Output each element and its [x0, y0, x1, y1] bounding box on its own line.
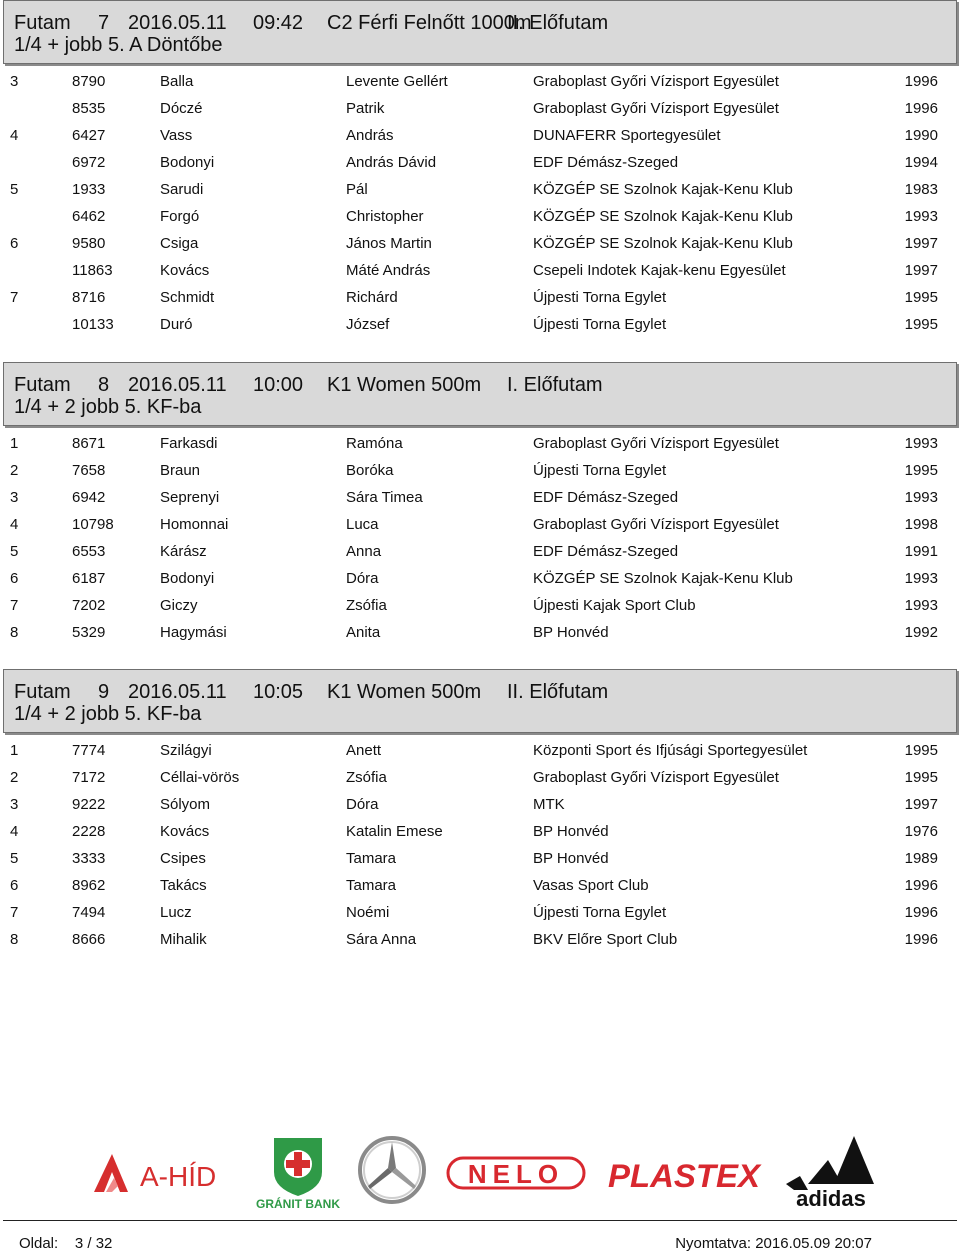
birth-year: 1983 [904, 181, 938, 198]
competitor-id: 8962 [72, 877, 106, 894]
last-name: Sólyom [160, 796, 211, 813]
table-row [0, 284, 960, 311]
table-row [0, 737, 960, 764]
plastex-logo [606, 1154, 762, 1194]
last-name: Schmidt [160, 289, 215, 306]
competitor-id: 7658 [72, 462, 106, 479]
competitor-id: 5329 [72, 624, 106, 641]
print-timestamp [675, 1235, 872, 1252]
lane-number: 8 [10, 624, 19, 641]
competitor-id: 11863 [72, 262, 113, 279]
last-name: Csiga [160, 235, 199, 252]
heat-title-line [14, 12, 956, 34]
first-name: András [346, 127, 394, 144]
competitor-id: 6972 [72, 154, 106, 171]
lane-number: 3 [10, 73, 19, 90]
first-name: József [346, 316, 390, 333]
club-name: Újpesti Torna Egylet [533, 316, 667, 333]
competitor-id: 10133 [72, 316, 114, 333]
heat-header [3, 669, 957, 733]
heat-date: 2016.05.11 [128, 681, 227, 703]
first-name: András Dávid [346, 154, 437, 171]
table-row [0, 95, 960, 122]
heat-block-9 [0, 669, 960, 953]
heat-number: 9 [98, 681, 110, 703]
first-name: Zsófia [346, 597, 387, 614]
last-name: Mihalik [160, 931, 207, 948]
heat-round: II. Előfutam [507, 12, 609, 34]
print-label: Nyomtatva: [675, 1235, 752, 1252]
club-name: KÖZGÉP SE Szolnok Kajak-Kenu Klub [533, 570, 793, 587]
lane-number: 7 [10, 289, 19, 306]
competitor-id: 1933 [72, 181, 106, 198]
first-name: Máté András [346, 262, 431, 279]
lane-number: 4 [10, 823, 19, 840]
heat-advance-line [14, 703, 956, 725]
club-name: EDF Démász-Szeged [533, 489, 679, 506]
club-name: MTK [533, 796, 565, 813]
lane-number: 1 [10, 435, 19, 452]
table-row [0, 926, 960, 953]
footer-divider [3, 1220, 957, 1221]
club-name: EDF Démász-Szeged [533, 543, 679, 560]
competitor-id: 6427 [72, 127, 106, 144]
table-row [0, 230, 960, 257]
last-name: Hagymási [160, 624, 227, 641]
entry-list [0, 68, 960, 338]
birth-year: 1993 [904, 570, 938, 587]
table-row [0, 311, 960, 338]
heat-label: Futam [14, 12, 71, 34]
birth-year: 1996 [904, 73, 938, 90]
last-name: Giczy [160, 597, 198, 614]
first-name: Richárd [346, 289, 398, 306]
last-name: Balla [160, 73, 194, 90]
heat-event: K1 Women 500m [327, 374, 482, 396]
lane-number: 7 [10, 597, 19, 614]
birth-year: 1998 [904, 516, 938, 533]
heat-time: 10:00 [253, 374, 304, 396]
first-name: János Martin [346, 235, 432, 252]
club-name: Csepeli Indotek Kajak-kenu Egyesület [533, 262, 786, 279]
last-name: Csipes [160, 850, 206, 867]
competitor-id: 8790 [72, 73, 106, 90]
page-indicator [19, 1235, 112, 1252]
table-row [0, 511, 960, 538]
competitor-id: 8716 [72, 289, 106, 306]
heat-number: 8 [98, 374, 110, 396]
table-row [0, 764, 960, 791]
lane-number: 2 [10, 462, 19, 479]
birth-year: 1993 [904, 208, 938, 225]
last-name: Dóczé [160, 100, 203, 117]
last-name: Homonnai [160, 516, 229, 533]
adidas-logo [778, 1134, 884, 1208]
table-row [0, 899, 960, 926]
table-row [0, 484, 960, 511]
table-row [0, 257, 960, 284]
last-name: Forgó [160, 208, 200, 225]
last-name: Duró [160, 316, 193, 333]
table-row [0, 430, 960, 457]
heat-label: Futam [14, 374, 71, 396]
birth-year: 1995 [904, 462, 938, 479]
competitor-id: 2228 [72, 823, 106, 840]
lane-number: 2 [10, 769, 19, 786]
birth-year: 1996 [904, 904, 938, 921]
birth-year: 1991 [904, 543, 938, 560]
heat-round: II. Előfutam [507, 681, 609, 703]
birth-year: 1993 [904, 597, 938, 614]
birth-year: 1994 [904, 154, 938, 171]
page-value: 3 / 32 [74, 1235, 113, 1252]
first-name: Patrik [346, 100, 385, 117]
birth-year: 1995 [904, 289, 938, 306]
club-name: Graboplast Győri Vízisport Egyesület [533, 769, 779, 786]
competitor-id: 9222 [72, 796, 106, 813]
table-row [0, 818, 960, 845]
heat-advance: 1/4 + 2 jobb 5. KF-ba [14, 703, 202, 725]
plastex-wordmark-icon [606, 1154, 762, 1194]
lane-number: 4 [10, 516, 19, 533]
table-row [0, 149, 960, 176]
club-name: Vasas Sport Club [533, 877, 649, 894]
competitor-id: 3333 [72, 850, 106, 867]
plastex-text: PLASTEX [608, 1158, 762, 1194]
club-name: BKV Előre Sport Club [533, 931, 678, 948]
club-name: Újpesti Torna Egylet [533, 289, 667, 306]
heat-event: C2 Férfi Felnőtt 1000m [327, 12, 532, 34]
club-name: Központi Sport és Ifjúsági Sportegyesület [533, 742, 808, 759]
granit-shield-icon [246, 1132, 350, 1210]
club-name: KÖZGÉP SE Szolnok Kajak-Kenu Klub [533, 235, 793, 252]
first-name: Katalin Emese [346, 823, 443, 840]
birth-year: 1997 [904, 262, 938, 279]
competitor-id: 9580 [72, 235, 106, 252]
birth-year: 1997 [904, 796, 938, 813]
club-name: BP Honvéd [533, 823, 609, 840]
competitor-id: 8535 [72, 100, 106, 117]
first-name: Ramóna [346, 435, 403, 452]
lane-number: 8 [10, 931, 19, 948]
club-name: Graboplast Győri Vízisport Egyesület [533, 100, 779, 117]
nelo-logo [446, 1156, 586, 1190]
lane-number: 6 [10, 570, 19, 587]
nelo-badge-icon [446, 1156, 586, 1190]
club-name: Graboplast Győri Vízisport Egyesület [533, 73, 779, 90]
first-name: Zsófia [346, 769, 387, 786]
competitor-id: 7172 [72, 769, 106, 786]
ahid-mark-icon [92, 1148, 242, 1198]
birth-year: 1997 [904, 235, 938, 252]
heat-block-7 [0, 0, 960, 338]
birth-year: 1995 [904, 769, 938, 786]
lane-number: 1 [10, 742, 19, 759]
ahid-logo [92, 1148, 242, 1198]
club-name: Graboplast Győri Vízisport Egyesület [533, 435, 779, 452]
last-name: Farkasdi [160, 435, 218, 452]
entry-list [0, 430, 960, 646]
competitor-id: 6942 [72, 489, 106, 506]
club-name: KÖZGÉP SE Szolnok Kajak-Kenu Klub [533, 181, 793, 198]
heat-round: I. Előfutam [507, 374, 603, 396]
entry-list [0, 737, 960, 953]
birth-year: 1976 [904, 823, 938, 840]
first-name: Luca [346, 516, 379, 533]
birth-year: 1990 [904, 127, 938, 144]
competitor-id: 6187 [72, 570, 106, 587]
first-name: Christopher [346, 208, 424, 225]
last-name: Braun [160, 462, 201, 479]
birth-year: 1996 [904, 877, 938, 894]
table-row [0, 538, 960, 565]
last-name: Bodonyi [160, 570, 215, 587]
club-name: Újpesti Torna Egylet [533, 904, 667, 921]
last-name: Lucz [160, 904, 192, 921]
last-name: Takács [160, 877, 207, 894]
birth-year: 1996 [904, 100, 938, 117]
last-name: Vass [160, 127, 193, 144]
competitor-id: 7774 [72, 742, 106, 759]
birth-year: 1995 [904, 742, 938, 759]
last-name: Kárász [160, 543, 207, 560]
club-name: Graboplast Győri Vízisport Egyesület [533, 516, 779, 533]
first-name: Anita [346, 624, 381, 641]
table-row [0, 565, 960, 592]
competitor-id: 6553 [72, 543, 106, 560]
first-name: Levente Gellért [346, 73, 448, 90]
heat-title-line [14, 374, 956, 396]
first-name: Sára Timea [346, 489, 423, 506]
print-value: 2016.05.09 20:07 [755, 1235, 872, 1252]
lane-number: 3 [10, 796, 19, 813]
heat-header [3, 0, 957, 64]
table-row [0, 457, 960, 484]
heat-title-line [14, 681, 956, 703]
competitor-id: 10798 [72, 516, 114, 533]
table-row [0, 203, 960, 230]
table-row [0, 619, 960, 646]
first-name: Pál [346, 181, 368, 198]
lane-number: 6 [10, 877, 19, 894]
heat-time: 09:42 [253, 12, 304, 34]
table-row [0, 68, 960, 95]
mercedes-logo [356, 1134, 428, 1206]
first-name: Dóra [346, 796, 379, 813]
last-name: Szilágyi [160, 742, 212, 759]
club-name: BP Honvéd [533, 850, 609, 867]
table-row [0, 592, 960, 619]
last-name: Sarudi [160, 181, 204, 198]
lane-number: 6 [10, 235, 19, 252]
competitor-id: 7494 [72, 904, 106, 921]
heat-date: 2016.05.11 [128, 12, 227, 34]
last-name: Céllai-vörös [160, 769, 240, 786]
sponsor-strip [0, 1128, 960, 1213]
heat-label: Futam [14, 681, 71, 703]
first-name: Sára Anna [346, 931, 417, 948]
last-name: Kovács [160, 823, 210, 840]
birth-year: 1993 [904, 435, 938, 452]
club-name: KÖZGÉP SE Szolnok Kajak-Kenu Klub [533, 208, 793, 225]
last-name: Kovács [160, 262, 210, 279]
heat-number: 7 [98, 12, 110, 34]
lane-number: 3 [10, 489, 19, 506]
heat-advance-line [14, 34, 956, 56]
page-label: Oldal: [19, 1235, 59, 1252]
first-name: Dóra [346, 570, 379, 587]
adidas-text: adidas [796, 1186, 866, 1208]
competitor-id: 8671 [72, 435, 106, 452]
adidas-stripes-icon [778, 1134, 884, 1208]
birth-year: 1989 [904, 850, 938, 867]
competitor-id: 8666 [72, 931, 106, 948]
club-name: DUNAFERR Sportegyesület [533, 127, 721, 144]
table-row [0, 791, 960, 818]
lane-number: 4 [10, 127, 19, 144]
first-name: Tamara [346, 877, 397, 894]
birth-year: 1992 [904, 624, 938, 641]
last-name: Bodonyi [160, 154, 215, 171]
birth-year: 1995 [904, 316, 938, 333]
birth-year: 1996 [904, 931, 938, 948]
club-name: Újpesti Torna Egylet [533, 462, 667, 479]
birth-year: 1993 [904, 489, 938, 506]
heat-block-8 [0, 362, 960, 646]
first-name: Anett [346, 742, 382, 759]
heat-header [3, 362, 957, 426]
first-name: Boróka [346, 462, 394, 479]
lane-number: 5 [10, 181, 19, 198]
table-row [0, 176, 960, 203]
heat-advance: 1/4 + jobb 5. A Döntőbe [14, 34, 223, 56]
heat-advance-line [14, 396, 956, 418]
club-name: Újpesti Kajak Sport Club [533, 597, 696, 614]
last-name: Seprenyi [160, 489, 220, 506]
mercedes-star-icon [356, 1134, 428, 1206]
lane-number: 7 [10, 904, 19, 921]
heat-time: 10:05 [253, 681, 304, 703]
competitor-id: 6462 [72, 208, 106, 225]
lane-number: 5 [10, 850, 19, 867]
granit-text: GRÁNIT BANK [256, 1197, 340, 1210]
table-row [0, 845, 960, 872]
first-name: Anna [346, 543, 382, 560]
heat-date: 2016.05.11 [128, 374, 227, 396]
competitor-id: 7202 [72, 597, 106, 614]
club-name: EDF Démász-Szeged [533, 154, 679, 171]
heat-event: K1 Women 500m [327, 681, 482, 703]
first-name: Noémi [346, 904, 390, 921]
heat-advance: 1/4 + 2 jobb 5. KF-ba [14, 396, 202, 418]
first-name: Tamara [346, 850, 397, 867]
nelo-text: NELO [467, 1159, 565, 1189]
lane-number: 5 [10, 543, 19, 560]
granit-bank-logo [246, 1132, 350, 1210]
club-name: BP Honvéd [533, 624, 609, 641]
table-row [0, 122, 960, 149]
table-row [0, 872, 960, 899]
ahid-text: A-HÍD [140, 1161, 217, 1192]
